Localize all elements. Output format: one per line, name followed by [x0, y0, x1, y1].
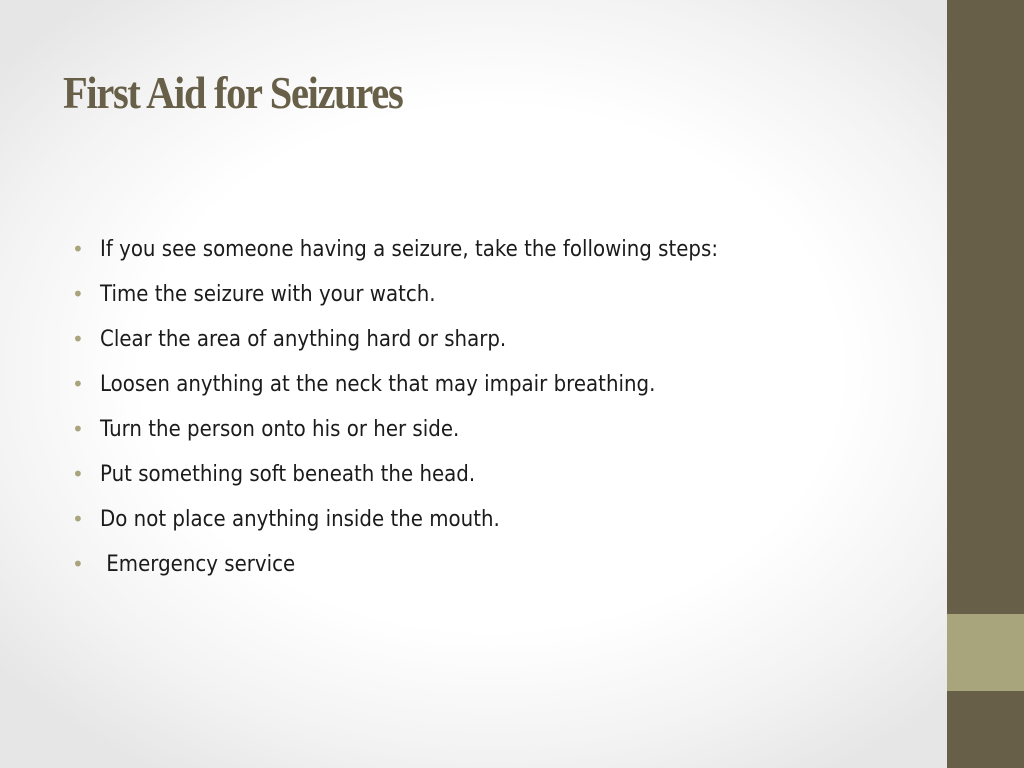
slide-title: First Aid for Seizures	[63, 67, 403, 118]
bullet-text: Loosen anything at the neck that may impair breathing.	[100, 371, 656, 397]
bullet-icon: •	[72, 507, 84, 531]
bullet-icon: •	[72, 237, 84, 261]
bullet-text: If you see someone having a seizure, take the following steps:	[100, 236, 718, 262]
bullet-text: Emergency service	[100, 551, 296, 577]
bullet-text: Do not place anything inside the mouth.	[100, 506, 500, 532]
bullet-text: Time the seizure with your watch.	[100, 281, 436, 307]
bullet-icon: •	[72, 552, 84, 576]
bullet-icon: •	[72, 282, 84, 306]
bullet-icon: •	[72, 327, 84, 351]
bullet-icon: •	[72, 372, 84, 396]
bullet-icon: •	[72, 462, 84, 486]
bullet-text: Put something soft beneath the head.	[100, 461, 476, 487]
bullet-text: Turn the person onto his or her side.	[100, 416, 460, 442]
side-decor-accent	[947, 614, 1024, 691]
bullet-icon: •	[72, 417, 84, 441]
bullet-text: Clear the area of anything hard or sharp.	[100, 326, 507, 352]
